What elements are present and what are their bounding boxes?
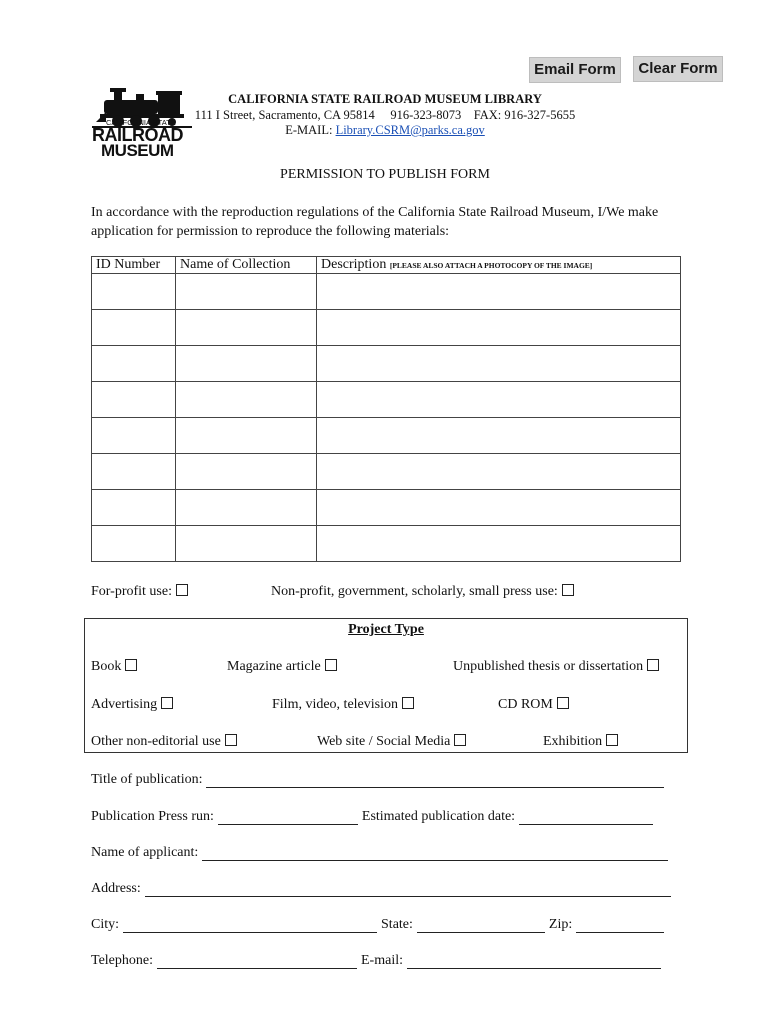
collection-cell[interactable] xyxy=(176,274,317,310)
logo-museum-text: MUSEUM xyxy=(101,141,174,160)
city-input[interactable] xyxy=(123,918,377,933)
table-row xyxy=(92,490,681,526)
logo-railroad-text: RAILROAD xyxy=(92,125,183,145)
city-row: City: State: Zip: xyxy=(91,917,668,933)
table-row xyxy=(92,526,681,562)
email-link[interactable]: Library.CSRM@parks.ca.gov xyxy=(335,123,485,137)
col-description: Description [PLEASE ALSO ATTACH A PHOTOCOPY OF THE IMAGE] xyxy=(317,257,681,274)
collection-cell[interactable] xyxy=(176,346,317,382)
telephone-row: Telephone: E-mail: xyxy=(91,953,665,969)
clear-form-button[interactable]: Clear Form xyxy=(633,56,723,82)
telephone-input[interactable] xyxy=(157,954,357,969)
description-cell[interactable] xyxy=(317,490,681,526)
press-run-input[interactable] xyxy=(218,810,358,825)
other-checkbox[interactable] xyxy=(225,734,237,746)
description-cell[interactable] xyxy=(317,310,681,346)
id-cell[interactable] xyxy=(92,454,176,490)
table-row xyxy=(92,382,681,418)
id-cell[interactable] xyxy=(92,418,176,454)
table-row xyxy=(92,310,681,346)
option-film: Film, video, television xyxy=(272,697,414,713)
email-prefix: E-MAIL: xyxy=(285,123,336,137)
option-thesis: Unpublished thesis or dissertation xyxy=(453,659,659,675)
option-book: Book xyxy=(91,659,137,675)
collection-cell[interactable] xyxy=(176,382,317,418)
collection-cell[interactable] xyxy=(176,526,317,562)
email-form-button[interactable]: Email Form xyxy=(529,57,621,83)
state-input[interactable] xyxy=(417,918,545,933)
option-other: Other non-editorial use xyxy=(91,734,237,750)
id-cell[interactable] xyxy=(92,346,176,382)
description-cell[interactable] xyxy=(317,274,681,310)
collection-cell[interactable] xyxy=(176,454,317,490)
pub-date-input[interactable] xyxy=(519,810,653,825)
web-checkbox[interactable] xyxy=(454,734,466,746)
logo-state-text: CALIFORNIA STATE xyxy=(106,118,176,127)
address-row: Address: xyxy=(91,881,675,897)
for-profit-option: For-profit use: xyxy=(91,584,188,600)
form-title: PERMISSION TO PUBLISH FORM xyxy=(280,167,490,182)
materials-table xyxy=(91,256,681,562)
non-profit-checkbox[interactable] xyxy=(562,584,574,596)
email-input[interactable] xyxy=(407,954,661,969)
thesis-checkbox[interactable] xyxy=(647,659,659,671)
col-collection: Name of Collection xyxy=(176,257,317,274)
id-cell[interactable] xyxy=(92,310,176,346)
exhibition-checkbox[interactable] xyxy=(606,734,618,746)
project-type-title: Project Type xyxy=(348,622,424,637)
table-row xyxy=(92,274,681,310)
org-email-line xyxy=(190,123,580,138)
org-name: CALIFORNIA STATE RAILROAD MUSEUM LIBRARY xyxy=(228,92,542,106)
description-cell[interactable] xyxy=(317,418,681,454)
col-id-number: ID Number xyxy=(92,257,176,274)
id-cell[interactable] xyxy=(92,526,176,562)
option-web: Web site / Social Media xyxy=(317,734,466,750)
option-exhibition: Exhibition xyxy=(543,734,618,750)
collection-cell[interactable] xyxy=(176,418,317,454)
project-type-box xyxy=(84,618,688,753)
table-row xyxy=(92,454,681,490)
description-cell[interactable] xyxy=(317,526,681,562)
non-profit-option: Non-profit, government, scholarly, small press use: xyxy=(271,584,574,600)
press-run-row: Publication Press run: Estimated publication date: xyxy=(91,809,657,825)
collection-cell[interactable] xyxy=(176,310,317,346)
title-publication-row: Title of publication: xyxy=(91,772,668,788)
book-checkbox[interactable] xyxy=(125,659,137,671)
option-advertising: Advertising xyxy=(91,697,173,713)
description-cell[interactable] xyxy=(317,346,681,382)
cdrom-checkbox[interactable] xyxy=(557,697,569,709)
advertising-checkbox[interactable] xyxy=(161,697,173,709)
zip-input[interactable] xyxy=(576,918,664,933)
org-address: 111 I Street, Sacramento, CA 95814 916-323-8073 FAX: 916-327-5655 xyxy=(194,108,576,122)
id-cell[interactable] xyxy=(92,274,176,310)
film-checkbox[interactable] xyxy=(402,697,414,709)
option-cdrom: CD ROM xyxy=(498,697,569,713)
table-row xyxy=(92,418,681,454)
description-cell[interactable] xyxy=(317,454,681,490)
for-profit-checkbox[interactable] xyxy=(176,584,188,596)
museum-logo xyxy=(92,88,192,160)
applicant-row: Name of applicant: xyxy=(91,845,672,861)
table-row xyxy=(92,346,681,382)
magazine-checkbox[interactable] xyxy=(325,659,337,671)
id-cell[interactable] xyxy=(92,490,176,526)
description-cell[interactable] xyxy=(317,382,681,418)
applicant-input[interactable] xyxy=(202,846,668,861)
intro-text: In accordance with the reproduction regulations of the California State Railroad Museum, I/We make application for permission to reproduce the following materials: xyxy=(91,205,659,239)
option-magazine: Magazine article xyxy=(227,659,337,675)
title-publication-input[interactable] xyxy=(206,773,664,788)
address-input[interactable] xyxy=(145,882,671,897)
collection-cell[interactable] xyxy=(176,490,317,526)
id-cell[interactable] xyxy=(92,382,176,418)
